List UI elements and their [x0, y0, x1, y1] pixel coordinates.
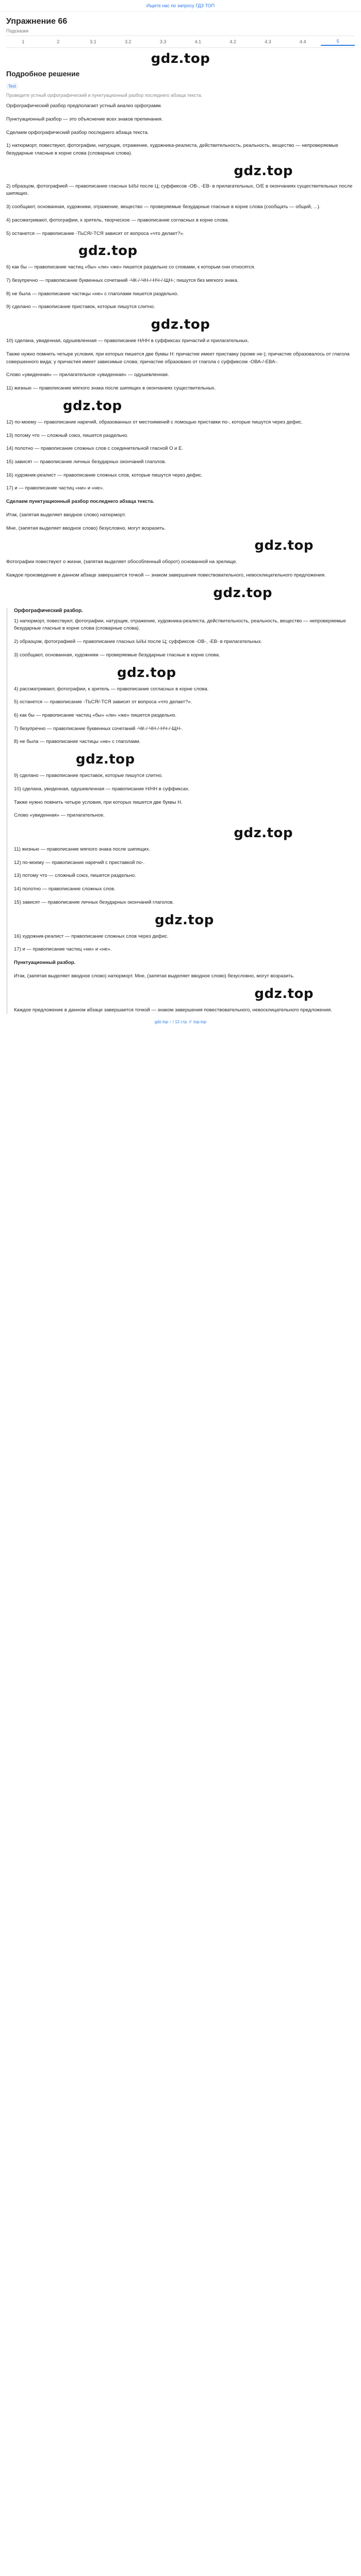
paragraph: 5) останется — правописание -ТЬСЯ/-ТСЯ зависит от вопроса «что делает?».: [14, 699, 192, 705]
paragraph: 4) рассматривают, фотографии, к зритель, творческое — правописание согласных в корне слова.: [6, 217, 229, 223]
watermark: gdz.top: [151, 317, 210, 333]
watermark: gdz.top: [234, 163, 293, 179]
watermark: gdz.top: [151, 51, 210, 66]
paragraph: 15) зависят — правописание личных безударных окончаний глаголов.: [6, 459, 167, 465]
watermark: gdz.top: [254, 538, 314, 554]
watermark: gdz.top: [78, 243, 138, 259]
paragraph: Орфографический разбор предполагает устный анализ орфограмм.: [6, 103, 162, 109]
page-link[interactable]: 4.4: [300, 39, 306, 44]
punct-title: Сделаем пунктуационный разбор последнего абзаца текста.: [6, 499, 154, 505]
paragraph: 1) натюрморт, повествуют, фотографии, натурщик, отражение, художника-реалиста, действительность, реальность, вещество — непроверяемые безударные гласные в корне слова (словарные слова).: [6, 143, 338, 157]
paragraph: 17) и — правописание частиц «ни» и «не».: [14, 946, 112, 953]
paragraph: 13) потому что — сложный союз, пишется раздельно.: [6, 432, 128, 438]
page-link[interactable]: 1: [22, 39, 25, 44]
paragraph: 6) как бы — правописание частиц «бы» «ли» «же» пишется раздельно.: [14, 713, 177, 719]
content: [0, 17, 361, 1024]
exercise-title: Упражнение 66: [6, 17, 68, 26]
orthography-title: Орфографический разбор.: [14, 607, 83, 614]
watermark: gdz.top: [234, 825, 293, 841]
paragraph: 16) художник-реалист — правописание сложных слов, которые пишутся через дефис.: [6, 472, 203, 478]
paragraph: Каждое предложение в данном абзаце завершается точкой — знаком завершения повествовательного, невосклицательного предложения.: [14, 1007, 332, 1013]
top-link-bar: [0, 0, 361, 12]
paragraph: 14) полотно — правописание сложных слов.: [14, 886, 116, 892]
paragraph: 9) сделано — правописание приставок, которые пишутся слитно.: [14, 773, 163, 779]
page-link[interactable]: 3.3: [159, 39, 167, 44]
paragraph: 10) сделана, увиденная, одушевленная — правописание Н/НН в суффиксах причастий и прилагательных.: [6, 338, 249, 344]
watermark: gdz.top: [213, 585, 272, 601]
paragraph: 5) останется — правописание -ТЬСЯ/-ТСЯ зависит от вопроса «что делает?».: [6, 230, 185, 236]
page-link[interactable]: 4.3: [265, 39, 271, 44]
paragraph: 1) натюрморт, повествуют, фотографии, натурщик, отражение, художника-реалиста, действительность, реальность, вещество — непроверяемые безударные гласные в корне слова (словарные слова).: [14, 618, 346, 632]
task-intro: Проведите устный орфографический и пунктуационный разбор последнего абзаца текста.: [6, 93, 202, 98]
paragraph: 8) не была — правописание частицы «не» с глаголами.: [14, 739, 141, 745]
paragraph: Итак, (запятая выделяет вводное слово) натюрморт.: [6, 512, 126, 518]
paragraph: Также нужно помнить четыре условия, при которых пишется две буквы Н: причастие имеет приставку (кроме не-); причастие образовалось от глагола совершенного вида; у причастия имеет зависимые слова; причастие образовано от глагола с суффиксом -ОВА-/-ЕВА-.: [6, 351, 350, 365]
watermark: gdz.top: [63, 398, 122, 414]
paragraph: 16) художник-реалист — правописание сложных слов через дефис.: [14, 933, 169, 939]
pagination: [6, 36, 355, 48]
paragraph: 2) образцом, фотографией — правописание гласных Ы/Ы после Ц; суффиксов -ОВ-, -ЕВ- в прилагательных, О/Е в окончаниях существительных после шипящих.: [6, 183, 353, 197]
paragraph: 13) потому что — сложный союз, пишется раздельно.: [14, 873, 136, 879]
page-link[interactable]: 3.2: [125, 39, 132, 44]
paragraph: 12) по-моему — правописание наречий с приставкой по-.: [14, 859, 145, 866]
paragraph: Также нужно помнить четыре условия, при которых пишется две буквы Н.: [14, 799, 183, 805]
page-link[interactable]: 4.2: [229, 39, 236, 44]
paragraph: 17) и — правописание частиц «ни» и «не».: [6, 485, 104, 492]
solution-title: Подробное решение: [6, 70, 80, 78]
paragraph: 7) безупречно — правописание буквенных сочетаний -ЧК-/-ЧН-/-НЧ-/-ЩН-.: [14, 725, 183, 732]
paragraph: 14) полотно — правописание сложных слов с соединительной гласной О и Е.: [6, 446, 184, 452]
watermark: gdz.top: [117, 665, 176, 681]
paragraph: Слово «увиденная» — прилагательное.: [14, 812, 105, 819]
paragraph: 7) безупречно — правописание буквенных сочетаний -ЧК-/-ЧН-/-НЧ-/-ЩН-; пишутся без мягкого знака.: [6, 278, 239, 284]
solution-paragraphs: [6, 103, 355, 493]
page-link-active[interactable]: 5: [321, 38, 355, 46]
paragraph: 6) как бы — правописание частиц «бы» «ли» «же» пишется раздельно со словами, к которым они относятся.: [6, 264, 256, 270]
paragraph: 11) жизнью — правописание мягкого знака после шипящих в окончаниях существительных.: [6, 385, 216, 392]
watermark: gdz.top: [76, 752, 135, 768]
page-link[interactable]: 4.1: [194, 39, 202, 44]
text-badge: Text: [6, 83, 18, 89]
paragraph: Каждое произведение в данном абзаце завершается точкой — знаком завершения повествовательного, невосклицательного предложения.: [6, 572, 326, 578]
paragraph: 12) по-моему — правописание наречий, образованных от местоимений с помощью приставки по-, которые пишутся через дефис.: [6, 419, 303, 425]
paragraph: 9) сделано — правописание приставок, которые пишутся слитно.: [6, 304, 155, 310]
paragraph: Пунктуационный разбор — это объяснение всех знаков препинания.: [6, 116, 163, 122]
paragraph: Сделаем орфографический разбор последнего абзаца текста.: [6, 129, 149, 135]
pages-label: Подсказки: [6, 28, 29, 33]
paragraph: Итак, (запятая выделяет вводное слово) натюрморт. Мне, (запятая выделяет вводное слово) безусловно, могут возразить.: [14, 973, 294, 979]
page-link[interactable]: 2: [57, 39, 60, 44]
watermark: gdz.top: [155, 912, 214, 928]
page-link[interactable]: 3.1: [90, 39, 96, 44]
paragraph: Мне, (запятая выделяет вводное слово) безусловно, могут возразить.: [6, 525, 166, 531]
second-solution-block: [6, 608, 355, 1014]
paragraph: 8) не была — правописание частицы «не» с глаголами пишется раздельно.: [6, 291, 179, 297]
paragraph: 3) сообщают, основанная, художники — проверяемые безударные гласные в корне слова.: [14, 652, 220, 658]
paragraph: 15) зависят — правописание личных безударных окончаний глаголов.: [14, 899, 174, 905]
paragraph: 4) рассматривают, фотографии, к зритель — правописание согласных в корне слова.: [14, 686, 209, 692]
punct-paragraphs: [6, 512, 355, 580]
paragraph: 10) сделана, увиденная, одушевленная — правописание Н/НН в суффиксах.: [14, 786, 190, 792]
search-hint-link[interactable]: Ищите нас по запросу ГДЗ ТОП: [146, 3, 215, 8]
paragraph: 3) сообщают, основанная, художники, отражение, вещество — проверяемые безударные гласные в корне слова (сообщать — общий, ...).: [6, 204, 321, 210]
punct-title: Пунктуационный разбор.: [14, 960, 76, 966]
paragraph: Фотографии повествуют о жизни, (запятая выделяет обособленный оборот) основанной на зрелище.: [6, 559, 237, 565]
watermark: gdz.top: [254, 986, 314, 1002]
paragraph: 11) жизнью — правописание мягкого знака после шипящих.: [14, 846, 151, 853]
footer: gdz.top ↑ / 12 стр. // .top.top: [154, 1020, 207, 1025]
paragraph: Слово «увиденная» — прилагательное «увиденная» — одушевленная.: [6, 372, 169, 378]
paragraph: 2) образцом, фотографией — правописание гласных Ы/Ы после Ц; суффиксов -ОВ-, -ЕВ- в прилагательных.: [14, 639, 262, 645]
